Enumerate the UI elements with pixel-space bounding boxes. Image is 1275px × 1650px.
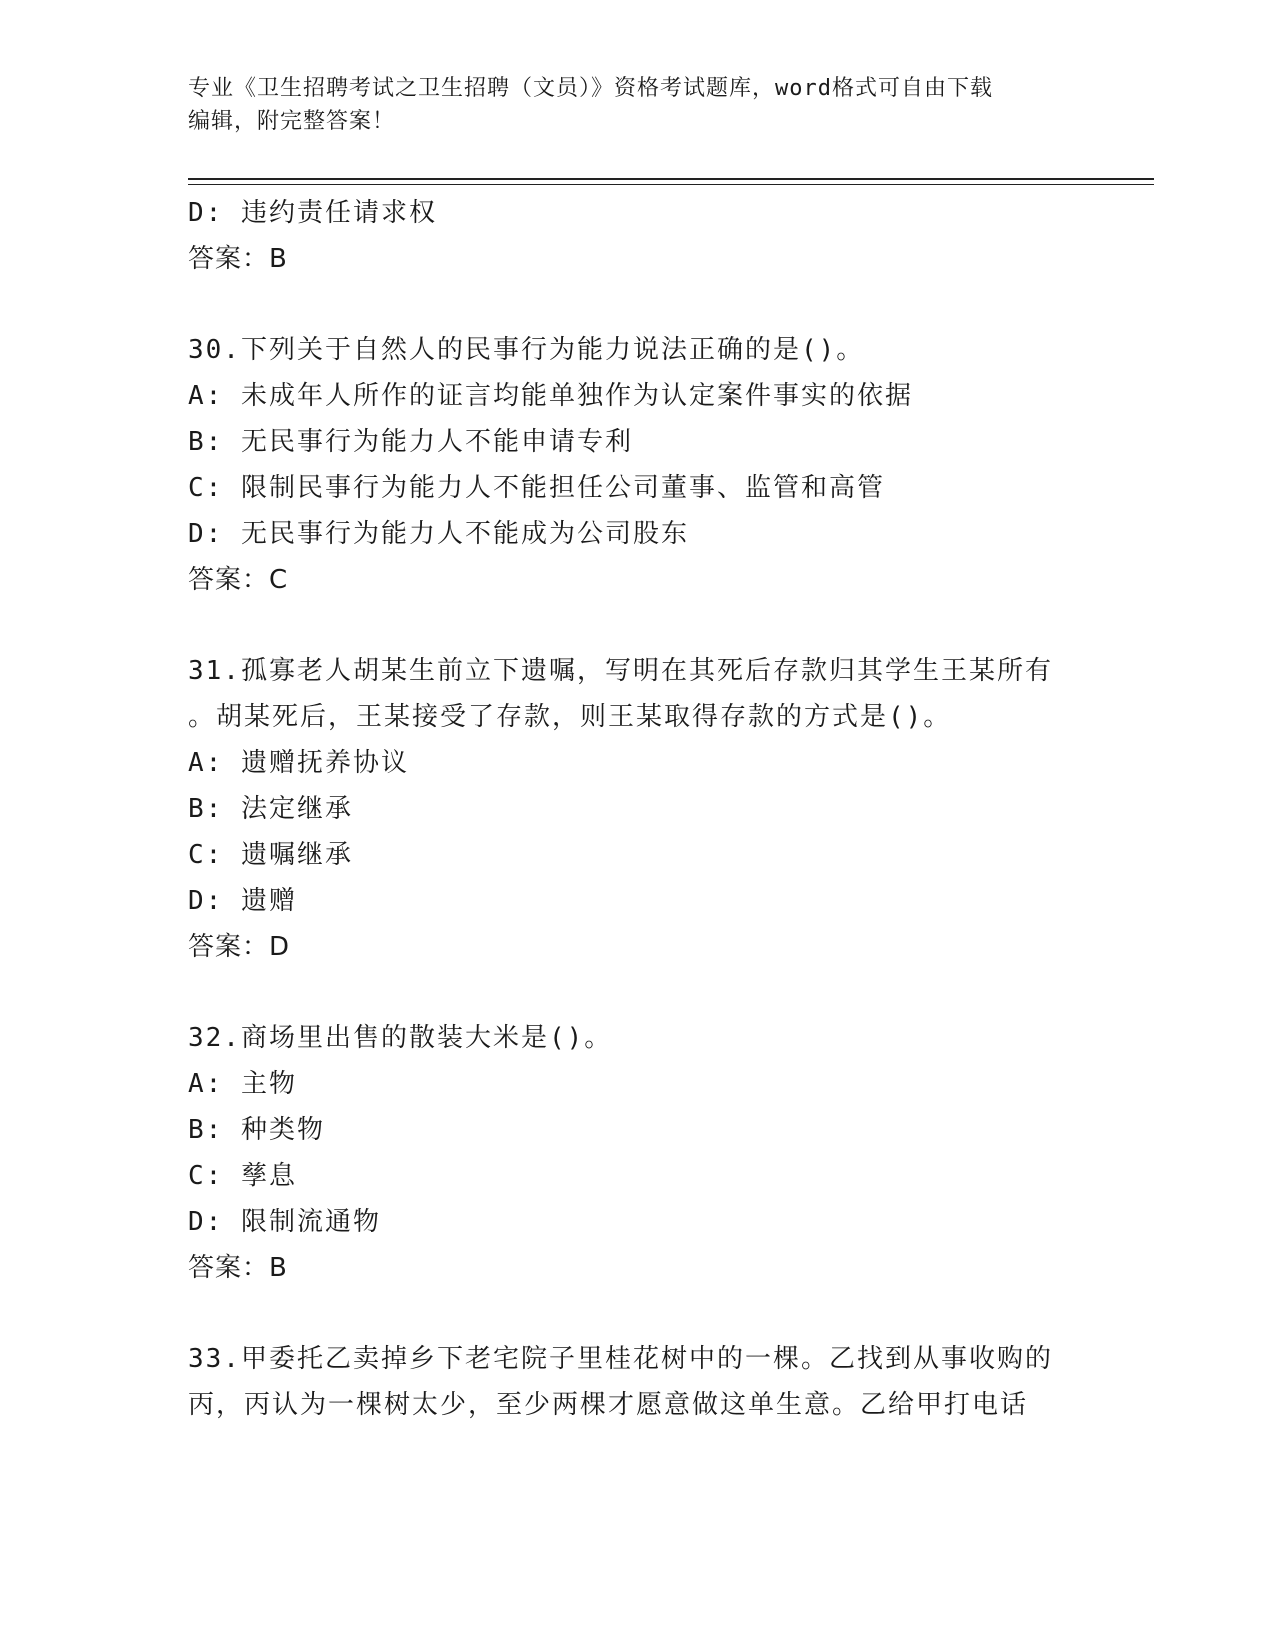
option-b: B: 种类物: [188, 1115, 325, 1145]
option-c: C: 遗嘱继承: [188, 840, 353, 870]
option-b: B: 无民事行为能力人不能申请专利: [188, 427, 633, 457]
spacer: [188, 970, 1128, 1015]
spacer: [188, 1291, 1128, 1336]
answer-line: 答案：D: [188, 932, 291, 962]
question-list: [188, 190, 1128, 1428]
header-divider-thin: [188, 184, 1154, 185]
option-a: A: 主物: [188, 1069, 297, 1099]
question-stem-line-1: 31.孤寡老人胡某生前立下遗嘱，写明在其死后存款归其学生王某所有: [188, 656, 1053, 686]
question-31: [188, 648, 1128, 970]
option-a: A: 遗赠抚养协议: [188, 748, 409, 778]
question-stem: 32.商场里出售的散装大米是()。: [188, 1023, 613, 1053]
question-stem-line-2: 。胡某死后，王某接受了存款，则王某取得存款的方式是()。: [188, 702, 952, 732]
option-d: D: 遗赠: [188, 886, 297, 916]
spacer: [188, 603, 1128, 648]
answer-line: 答案：B: [188, 244, 288, 274]
question-33: [188, 1336, 1128, 1428]
header-divider-thick: [188, 178, 1154, 180]
option-c: C: 限制民事行为能力人不能担任公司董事、监管和高管: [188, 473, 885, 503]
question-stem: 30.下列关于自然人的民事行为能力说法正确的是()。: [188, 335, 865, 365]
question-32: [188, 1015, 1128, 1291]
question-stem-line-1: 33.甲委托乙卖掉乡下老宅院子里桂花树中的一棵。乙找到从事收购的: [188, 1344, 1053, 1374]
option-c: C: 孳息: [188, 1161, 297, 1191]
option-d: D: 无民事行为能力人不能成为公司股东: [188, 519, 689, 549]
answer-line: 答案：C: [188, 565, 289, 595]
option-a: A: 未成年人所作的证言均能单独作为认定案件事实的依据: [188, 381, 913, 411]
option-d: D: 违约责任请求权: [188, 198, 437, 228]
header-line-2: 编辑，附完整答案！: [188, 109, 396, 134]
question-stem-line-2: 丙，丙认为一棵树太少，至少两棵才愿意做这单生意。乙给甲打电话: [188, 1390, 1029, 1420]
spacer: [188, 282, 1128, 327]
option-b: B: 法定继承: [188, 794, 353, 824]
option-d: D: 限制流通物: [188, 1207, 381, 1237]
question-29: [188, 190, 1128, 282]
question-30: [188, 327, 1128, 603]
answer-line: 答案：B: [188, 1253, 288, 1283]
header-line-1: 专业《卫生招聘考试之卫生招聘（文员）》资格考试题库，word格式可自由下载: [188, 76, 993, 101]
page-header: [188, 72, 1088, 138]
